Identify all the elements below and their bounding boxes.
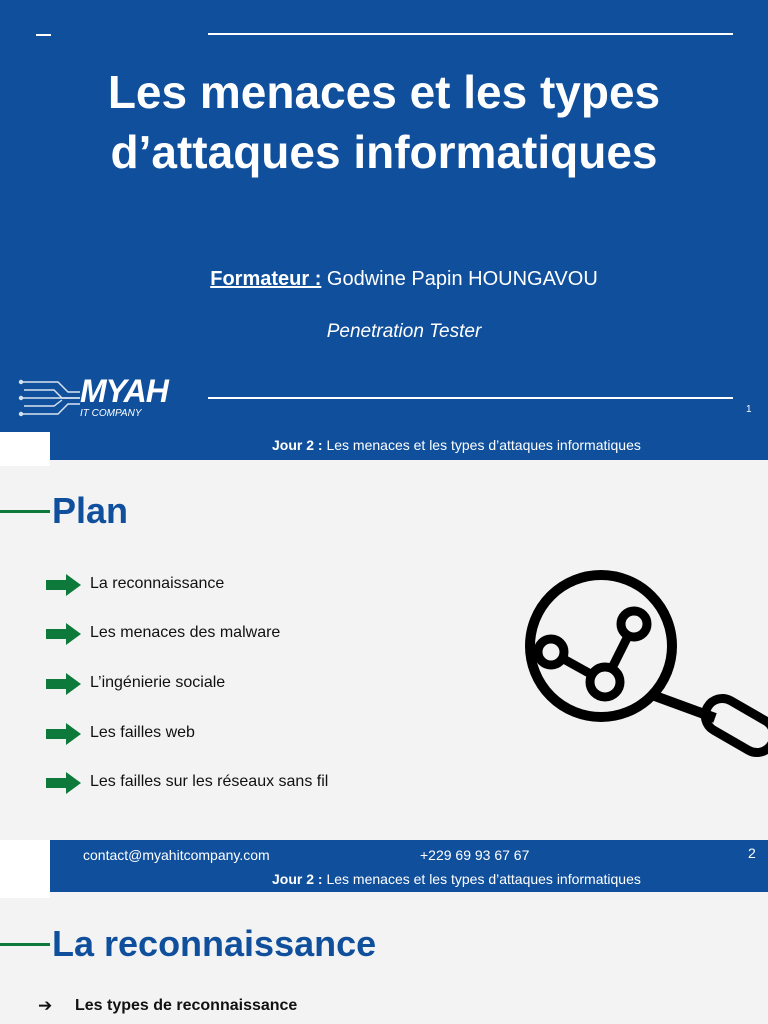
header-tab (0, 432, 50, 466)
footer-phone: +229 69 93 67 67 (420, 847, 530, 863)
arrow-right-icon: ➔ (38, 996, 53, 1015)
green-arrow-icon (46, 572, 82, 598)
header-title: Les menaces et les types d’attaques informatiques (326, 871, 641, 887)
plan-item-label: La reconnaissance (90, 575, 225, 592)
slide-title-line-1: Les menaces et les types (107, 66, 661, 118)
trainer-name: Godwine Papin HOUNGAVOU (326, 268, 598, 290)
slide-title-line-2: d’attaques informatiques (110, 126, 658, 178)
footer-tab (0, 840, 50, 898)
trainer-role: Penetration Tester (326, 321, 482, 342)
page-number: 1 (746, 404, 752, 415)
header-day: Jour 2 : (272, 871, 323, 887)
green-arrow-icon (46, 721, 82, 747)
green-arrow-icon (46, 770, 82, 796)
slide-title (0, 62, 768, 182)
header-title: Les menaces et les types d’attaques informatiques (326, 437, 641, 453)
trainer-line (0, 268, 768, 291)
page-number: 2 (748, 845, 756, 861)
logo-wordmark: MYAH (80, 373, 168, 409)
top-rule (208, 33, 733, 35)
magnifier-network-icon (505, 568, 768, 766)
plan-item-label: L’ingénierie sociale (90, 674, 226, 691)
title-accent-rule (0, 510, 50, 513)
top-left-rule (36, 34, 51, 36)
section-title: Plan (52, 490, 129, 531)
trainer-label: Formateur : (210, 268, 322, 290)
plan-item-label: Les menaces des malware (90, 624, 281, 641)
bullet-text: Les types de reconnaissance (75, 997, 298, 1014)
green-arrow-icon (46, 621, 82, 647)
title-accent-rule (0, 943, 50, 946)
footer-email: contact@myahitcompany.com (83, 847, 270, 863)
header-text (272, 437, 641, 453)
plan-item-label: Les failles web (90, 724, 195, 741)
green-arrow-icon (46, 671, 82, 697)
plan-item-label: Les failles sur les réseaux sans fil (90, 773, 329, 790)
header-day: Jour 2 : (272, 437, 323, 453)
section-title: La reconnaissance (52, 923, 377, 964)
logo-subtitle: IT COMPANY (80, 408, 142, 419)
bottom-rule (208, 397, 733, 399)
header-text (272, 871, 641, 887)
